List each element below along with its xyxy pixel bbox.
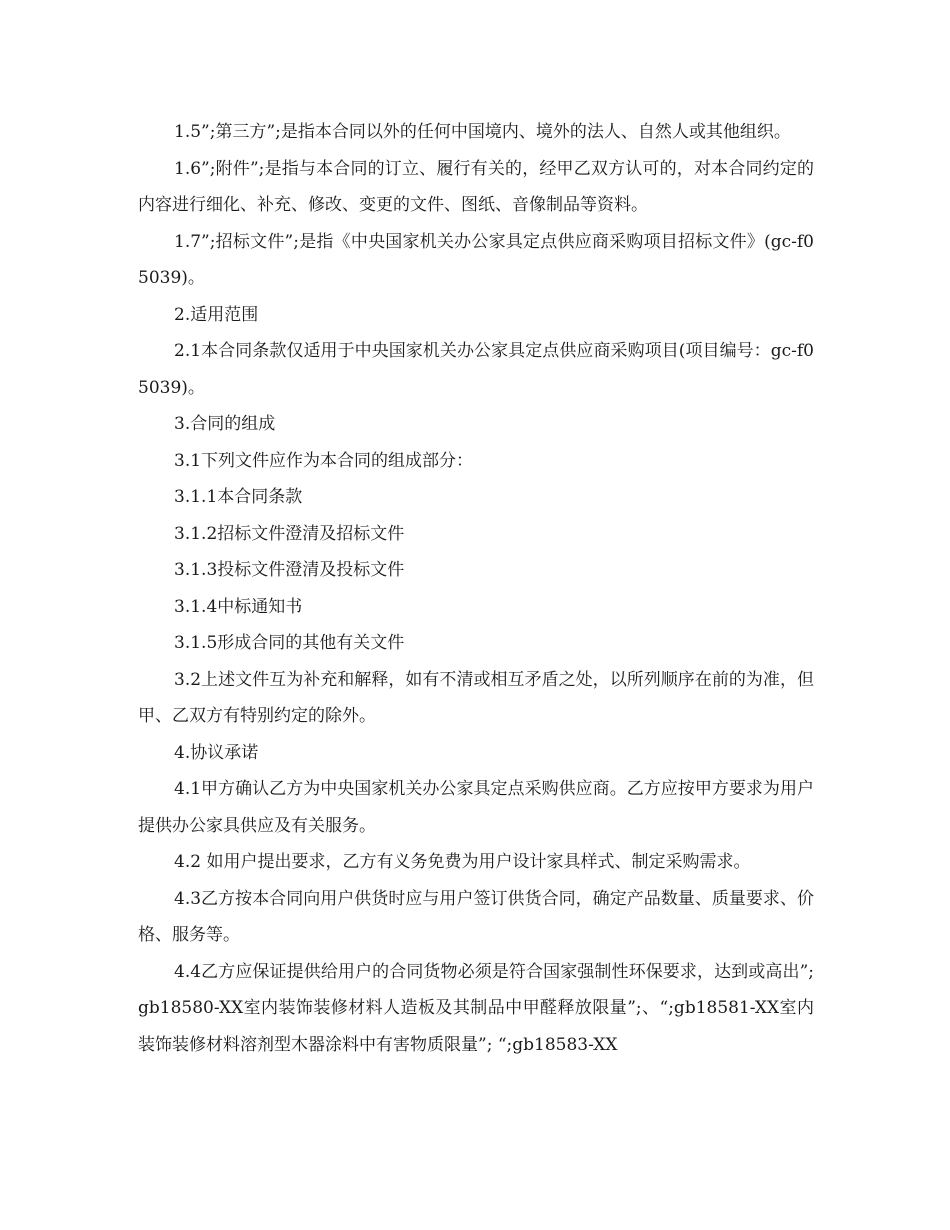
- paragraph-3-1: 3.1下列文件应作为本合同的组成部分：: [174, 450, 474, 471]
- paragraph-3-1-3: 3.1.3投标文件澄清及投标文件: [174, 560, 405, 580]
- paragraph-4-1: 4.1甲方确认乙方为中央国家机关办公家具定点采购供应商。乙方应按甲方要求为用户提供办公家具供应及有关服务。: [138, 779, 814, 836]
- paragraph-3-1-1: 3.1.1本合同条款: [174, 487, 303, 507]
- paragraph-4-3: 4.3乙方按本合同向用户供货时应与用户签订供货合同，确定产品数量、质量要求、价格、服务等。: [138, 888, 814, 945]
- paragraph-1-6: 1.6”;附件”;是指与本合同的订立、履行有关的，经甲乙双方认可的，对本合同约定的内容进行细化、补充、修改、变更的文件、图纸、音像制品等资料。: [138, 158, 814, 215]
- paragraph-1-5: 1.5”;第三方”;是指本合同以外的任何中国境内、境外的法人、自然人或其他组织。: [174, 122, 791, 142]
- paragraph-4-4: 4.4乙方应保证提供给用户的合同货物必须是符合国家强制性环保要求，达到或高出”;gb18580-XX室内装饰装修材料人造板及其制品中甲醛释放限量”;、“;gb18581-XX室内装饰装修材料溶剂型木器涂料中有害物质限量”; “;gb18583-XX: [138, 961, 814, 1055]
- section-heading-4: 4.协议承诺: [174, 742, 259, 763]
- paragraph-3-1-5: 3.1.5形成合同的其他有关文件: [174, 633, 405, 653]
- section-heading-3: 3.合同的组成: [174, 414, 276, 434]
- paragraph-1-7: 1.7”;招标文件”;是指《中央国家机关办公家具定点供应商采购项目招标文件》(gc-f05039)。: [138, 231, 814, 288]
- section-heading-2: 2.适用范围: [174, 304, 259, 325]
- paragraph-3-1-2: 3.1.2招标文件澄清及招标文件: [174, 523, 405, 544]
- paragraph-3-1-4: 3.1.4中标通知书: [174, 596, 303, 617]
- paragraph-3-2: 3.2上述文件互为补充和解释，如有不清或相互矛盾之处，以所列顺序在前的为准，但甲、乙双方有特别约定的除外。: [138, 669, 814, 726]
- paragraph-2-1: 2.1本合同条款仅适用于中央国家机关办公家具定点供应商采购项目(项目编号：gc-f05039)。: [138, 341, 814, 398]
- paragraph-4-2: 4.2 如用户提出要求，乙方有义务免费为用户设计家具样式、制定采购需求。: [174, 852, 751, 872]
- document-body: [138, 114, 814, 1063]
